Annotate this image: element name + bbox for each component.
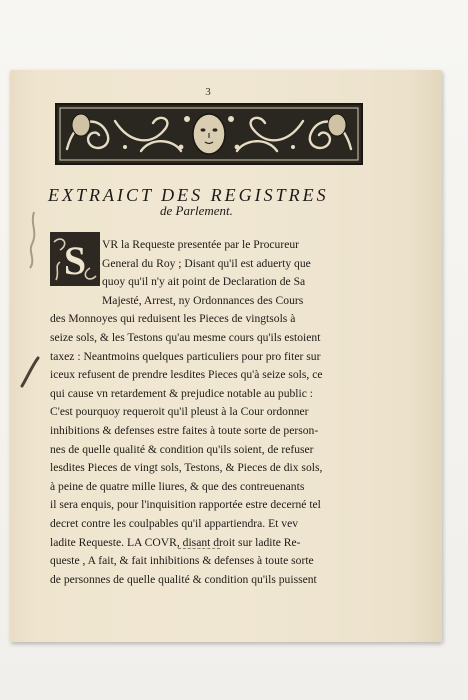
decorative-headband-ornament <box>55 103 363 165</box>
body-line: seize sols, & les Testons qu'au mesme cours qu'ils estoient <box>50 330 321 344</box>
drop-cap-letter: S <box>63 238 87 283</box>
ink-mark <box>18 356 42 388</box>
document-subtitle: de Parlement. <box>160 203 233 218</box>
body-line: quoy qu'il n'y ait point de Declaration de Sa <box>102 275 306 289</box>
body-line: lesdites Pieces de vingt sols, Testons, & Pieces de dix sols, <box>50 461 323 475</box>
body-line: qui cause vn retardement & prejudice notable au public : <box>50 386 314 400</box>
body-line: taxez : Neantmoins quelques particuliers pour pro fiter sur <box>50 349 321 363</box>
document-body <box>50 236 368 589</box>
body-line: decret contre les coulpables qu'il appartiendra. Et vev <box>50 516 299 530</box>
body-line: VR la Requeste presentée par le Procureur <box>102 238 300 251</box>
body-line: de personnes de quelle qualité & condition qu'ils puissent <box>50 572 317 586</box>
page-number: 3 <box>205 86 211 98</box>
body-line: C'est pourquoy requeroit qu'il pleust à la Cour ordonner <box>50 405 309 419</box>
document-title: EXTRAICT DES REGISTRES <box>48 185 329 205</box>
body-line: à peine de quatre mille liures, & que des contreuenants <box>50 479 305 493</box>
body-line: inhibitions & defenses estre faites à toute sorte de person- <box>50 423 319 437</box>
body-line: nes de quelle qualité & condition qu'ils soient, de refuser <box>50 442 314 456</box>
footer-rule <box>178 548 220 551</box>
body-line: General du Roy ; Disant qu'il est aduerty que <box>102 256 311 270</box>
body-line: des Monnoyes qui reduisent les Pieces de vingtsols à <box>50 312 296 326</box>
body-line: il sera enquis, pour l'inquisition rapportée estre decerné tel <box>50 498 321 512</box>
body-line: ladite Requeste. LA COVR, disant droit sur ladite Re- <box>50 535 301 549</box>
body-line: queste , A fait, & fait inhibitions & defenses à toute sorte <box>50 554 314 568</box>
body-line: Majesté, Arrest, ny Ordonnances des Cours <box>102 293 304 307</box>
ink-stain <box>12 210 52 270</box>
body-line: iceux refusent de prendre lesdites Pieces qu'à seize sols, ce <box>50 368 323 382</box>
